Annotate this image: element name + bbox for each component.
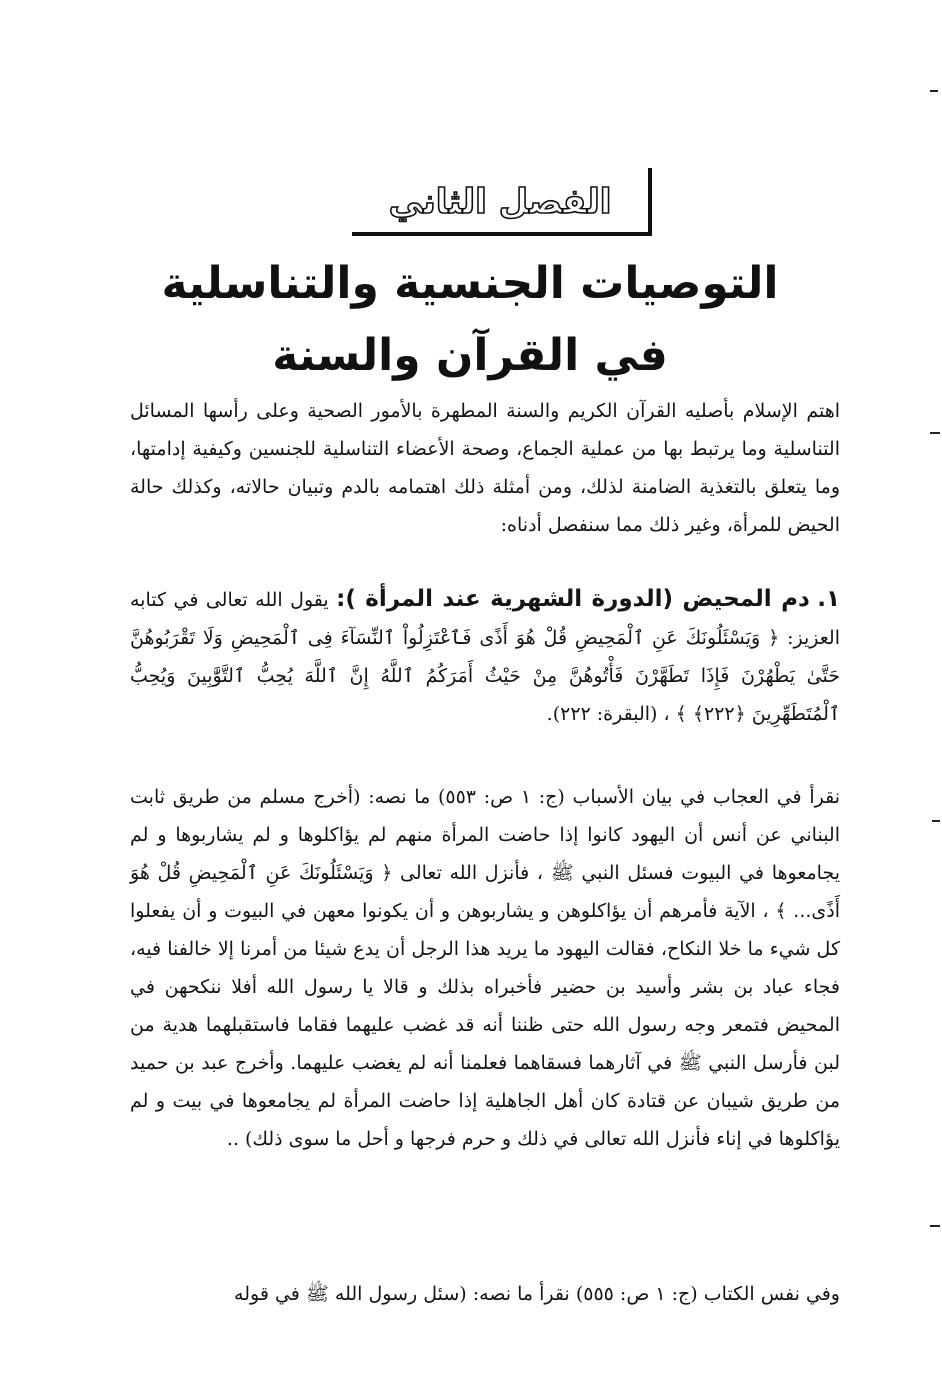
scan-edge-mark bbox=[930, 90, 938, 92]
chapter-label: الفصل الثاني bbox=[388, 182, 612, 222]
item-1-lead: يقول الله تعالى في كتابه العزيز: bbox=[130, 589, 840, 649]
item-1-heading: دم المحيض (الدورة الشهرية عند المرأة ): bbox=[336, 586, 810, 612]
quote-quran: ﴿ وَيَسْئَلُونَكَ عَنِ ٱلْمَحِيضِ قُلْ هُوَ أَذًى... ﴾ bbox=[130, 862, 841, 922]
verse-reference: ، (البقرة: ٢٢٢). bbox=[546, 703, 670, 725]
scan-edge-mark bbox=[932, 820, 940, 822]
quote-paragraph bbox=[130, 778, 840, 1158]
chapter-title-line-1: التوصيات الجنسية والتناسلية bbox=[161, 258, 779, 309]
item-1-number: ١. bbox=[817, 586, 841, 612]
scan-edge-mark bbox=[930, 1225, 940, 1227]
last-line: وفي نفس الكتاب (ج: ١ ص: ٥٥٥) نقرأ ما نصه: (سئل رسول الله ﷺ في قوله bbox=[234, 1283, 840, 1305]
quote-part-1: نقرأ في العجاب في بيان الأسباب (ج: ١ ص: ٥٥٣) ما نصه: (أخرج مسلم من طريق ثابت البناني عن أنس أن اليهود كانوا إذا حاضت المرأة منهم لم يؤاكلوها و لم يشاربوها و لم يجامعوها في البيوت فسئل النبي ﷺ ، فأنزل الله تعالى bbox=[130, 786, 840, 884]
intro-paragraph: اهتم الإسلام بأصليه القرآن الكريم والسنة المطهرة بالأمور الصحية وعلى رأسها المسائل التناسلية وما يرتبط بها من عملية الجماع، وصحة الأعضاء التناسلية للجنسين وكيفية إدامتها، وما يتعلق بالتغذية الضامنة لذلك، ومن أمثلة ذلك اهتمامه بالدم وتبيان حالاته، وكذلك حالة الحيض للمرأة، وغير ذلك مما سنفصل أدناه: bbox=[130, 400, 840, 536]
quote-part-2: ، الآية فأمرهم أن يؤاكلوهن و يشاربوهن و أن يكونوا معهن في البيوت و أن يفعلوا كل شيء ما خلا النكاح، فقالت اليهود ما يريد هذا الرجل أن يدع شيئا من أمرنا إلا خالفنا فيه، فجاء عباد بن بشر وأسيد بن حضير فأخبراه بذلك و قالا يا رسول الله أفلا ننكحهن في المحيض فتمعر وجه رسول الله حتى ظننا أنه قد غضب عليهما فقاما فاستقبلهما هدية من لبن فأرسل النبي ﷺ في آثارهما فسقاهما فعلمنا أنه لم يغضب عليهما. وأخرج عبد بن حميد من طريق شيبان عن قتادة كان أهل الجاهلية إذا حاضت المرأة لم يجامعوها في بيت و لم يؤاكلوها في إناء فأنزل الله تعالى في ذلك و حرم فرجها و أحل ما سوى ذلك) .. bbox=[130, 900, 840, 1150]
scan-edge-mark bbox=[930, 432, 940, 434]
quran-verse: ﴿ وَيَسْئَلُونَكَ عَنِ ٱلْمَحِيضِ قُلْ هُوَ أَذًى فَٱعْتَزِلُواْ ٱلنِّسَآءَ فِى ٱلْمَحِيضِ وَلَا تَقْرَبُوهُنَّ حَتَّىٰ يَطْهُرْنَ فَإِذَا تَطَهَّرْنَ فَأْتُوهُنَّ مِنْ حَيْثُ أَمَرَكُمُ ٱللَّهُ إِنَّ ٱللَّهَ يُحِبُّ ٱلتَّوَّٰبِينَ وَيُحِبُّ ٱلْمُتَطَهِّرِينَ ﴿٢٢٢﴾ ﴾ bbox=[130, 627, 840, 725]
chapter-title-line-2: في القرآن والسنة bbox=[272, 330, 668, 381]
item-1-paragraph bbox=[130, 580, 840, 733]
